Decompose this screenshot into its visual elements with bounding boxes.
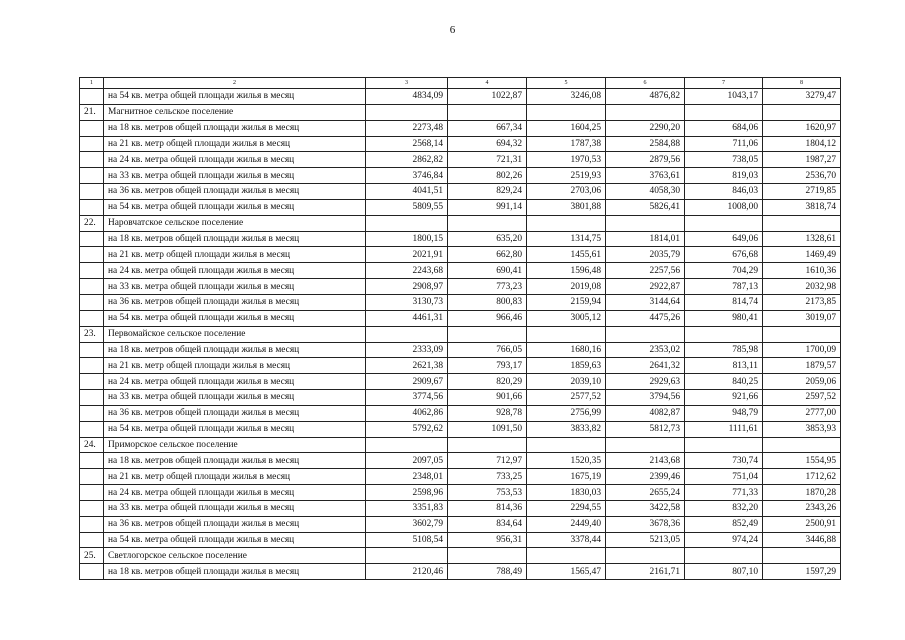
value-cell-col5: 2019,08	[527, 279, 606, 295]
row-index	[80, 516, 104, 532]
row-index	[80, 199, 104, 215]
value-cell-col3: 2021,91	[366, 247, 448, 263]
value-cell-col7: 1043,17	[685, 89, 763, 105]
area-description: на 54 кв. метра общей площади жилья в месяц	[104, 310, 366, 326]
value-cell-col7: 980,41	[685, 310, 763, 326]
value-cell-col4: 694,32	[448, 136, 527, 152]
row-index	[80, 152, 104, 168]
value-cell-col5: 2039,10	[527, 374, 606, 390]
table-row	[80, 168, 841, 184]
value-cell-col7: 974,24	[685, 532, 763, 548]
value-cell-col3: 2621,38	[366, 358, 448, 374]
value-cell-col7: 676,68	[685, 247, 763, 263]
value-cell-col4: 635,20	[448, 231, 527, 247]
value-cell-col6: 2290,20	[606, 120, 685, 136]
value-cell-col8: 1328,61	[763, 231, 841, 247]
value-cell-col8: 1469,49	[763, 247, 841, 263]
row-index	[80, 310, 104, 326]
value-cell-col7: 1008,00	[685, 199, 763, 215]
value-cell-col4	[448, 548, 527, 564]
value-cell-col5	[527, 215, 606, 231]
row-index	[80, 231, 104, 247]
value-cell-col7: 738,05	[685, 152, 763, 168]
value-cell-col4: 662,80	[448, 247, 527, 263]
value-cell-col8: 2777,00	[763, 405, 841, 421]
table-row	[80, 405, 841, 421]
value-cell-col8: 2500,91	[763, 516, 841, 532]
section-row	[80, 548, 841, 564]
value-cell-col5: 3005,12	[527, 310, 606, 326]
value-cell-col7: 832,20	[685, 500, 763, 516]
value-cell-col4: 712,97	[448, 453, 527, 469]
table-row	[80, 453, 841, 469]
value-cell-col7: 813,11	[685, 358, 763, 374]
value-cell-col8: 1879,57	[763, 358, 841, 374]
row-index	[80, 374, 104, 390]
value-cell-col6	[606, 104, 685, 120]
row-index	[80, 184, 104, 200]
value-cell-col4: 901,66	[448, 390, 527, 406]
area-description: на 36 кв. метров общей площади жилья в месяц	[104, 184, 366, 200]
value-cell-col4: 991,14	[448, 199, 527, 215]
value-cell-col5	[527, 326, 606, 342]
row-index	[80, 564, 104, 580]
value-cell-col6: 5213,05	[606, 532, 685, 548]
value-cell-col3: 4834,09	[366, 89, 448, 105]
table-row	[80, 89, 841, 105]
page-number: 6	[449, 24, 456, 36]
value-cell-col3: 3746,84	[366, 168, 448, 184]
row-index	[80, 453, 104, 469]
table-row	[80, 263, 841, 279]
value-cell-col4: 793,17	[448, 358, 527, 374]
value-cell-col6	[606, 437, 685, 453]
settlement-name: Наровчатское сельское поселение	[104, 215, 366, 231]
value-cell-col5: 1520,35	[527, 453, 606, 469]
value-cell-col7	[685, 326, 763, 342]
value-cell-col6: 3794,56	[606, 390, 685, 406]
value-cell-col6: 2641,32	[606, 358, 685, 374]
table-row	[80, 247, 841, 263]
value-cell-col6: 3422,58	[606, 500, 685, 516]
value-cell-col5: 2703,06	[527, 184, 606, 200]
value-cell-col3: 5108,54	[366, 532, 448, 548]
area-description: на 24 кв. метра общей площади жилья в месяц	[104, 152, 366, 168]
value-cell-col6: 5826,41	[606, 199, 685, 215]
row-index: 21.	[80, 104, 104, 120]
value-cell-col6: 4058,30	[606, 184, 685, 200]
value-cell-col5: 2449,40	[527, 516, 606, 532]
value-cell-col8: 2032,98	[763, 279, 841, 295]
value-cell-col5: 3246,08	[527, 89, 606, 105]
value-cell-col8: 2597,52	[763, 390, 841, 406]
value-cell-col6	[606, 326, 685, 342]
value-cell-col7: 814,74	[685, 294, 763, 310]
area-description: на 33 кв. метра общей площади жилья в месяц	[104, 168, 366, 184]
column-number-cell: 1	[80, 78, 104, 89]
value-cell-col3: 2273,48	[366, 120, 448, 136]
value-cell-col7: 684,06	[685, 120, 763, 136]
row-index	[80, 342, 104, 358]
area-description: на 18 кв. метров общей площади жилья в месяц	[104, 342, 366, 358]
area-description: на 18 кв. метров общей площади жилья в месяц	[104, 231, 366, 247]
area-description: на 54 кв. метра общей площади жилья в месяц	[104, 421, 366, 437]
value-cell-col3: 1800,15	[366, 231, 448, 247]
area-description: на 54 кв. метра общей площади жилья в месяц	[104, 199, 366, 215]
value-cell-col7: 787,13	[685, 279, 763, 295]
area-description: на 54 кв. метра общей площади жилья в месяц	[104, 89, 366, 105]
value-cell-col4: 721,31	[448, 152, 527, 168]
value-cell-col7: 704,29	[685, 263, 763, 279]
value-cell-col4: 667,34	[448, 120, 527, 136]
value-cell-col5: 3833,82	[527, 421, 606, 437]
value-cell-col6: 2399,46	[606, 469, 685, 485]
value-cell-col7: 730,74	[685, 453, 763, 469]
table-body	[80, 78, 841, 580]
value-cell-col7: 852,49	[685, 516, 763, 532]
value-cell-col6: 2143,68	[606, 453, 685, 469]
value-cell-col3: 3774,56	[366, 390, 448, 406]
row-index	[80, 89, 104, 105]
value-cell-col3: 5809,55	[366, 199, 448, 215]
section-row	[80, 104, 841, 120]
column-number-cell: 2	[104, 78, 366, 89]
row-index	[80, 247, 104, 263]
value-cell-col3: 2568,14	[366, 136, 448, 152]
value-cell-col7: 807,10	[685, 564, 763, 580]
value-cell-col8: 1597,29	[763, 564, 841, 580]
value-cell-col4: 834,64	[448, 516, 527, 532]
value-cell-col3	[366, 326, 448, 342]
value-cell-col3: 2333,09	[366, 342, 448, 358]
value-cell-col3	[366, 104, 448, 120]
table-row	[80, 279, 841, 295]
value-cell-col6: 3144,64	[606, 294, 685, 310]
value-cell-col5	[527, 548, 606, 564]
value-cell-col5	[527, 104, 606, 120]
value-cell-col6: 3763,61	[606, 168, 685, 184]
value-cell-col5: 2294,55	[527, 500, 606, 516]
value-cell-col7	[685, 215, 763, 231]
settlement-name: Магнитное сельское поселение	[104, 104, 366, 120]
settlement-name: Первомайское сельское поселение	[104, 326, 366, 342]
value-cell-col5: 2519,93	[527, 168, 606, 184]
value-cell-col6: 1814,01	[606, 231, 685, 247]
table-row	[80, 374, 841, 390]
row-index	[80, 263, 104, 279]
value-cell-col5: 3801,88	[527, 199, 606, 215]
value-cell-col4: 1091,50	[448, 421, 527, 437]
value-cell-col3	[366, 548, 448, 564]
value-cell-col5: 2577,52	[527, 390, 606, 406]
value-cell-col6: 2922,87	[606, 279, 685, 295]
table-row	[80, 342, 841, 358]
value-cell-col7	[685, 104, 763, 120]
value-cell-col7: 819,03	[685, 168, 763, 184]
value-cell-col5	[527, 437, 606, 453]
value-cell-col8	[763, 437, 841, 453]
value-cell-col6: 3678,36	[606, 516, 685, 532]
value-cell-col6: 5812,73	[606, 421, 685, 437]
row-index: 22.	[80, 215, 104, 231]
value-cell-col3: 5792,62	[366, 421, 448, 437]
column-number-row	[80, 78, 841, 89]
area-description: на 36 кв. метров общей площади жилья в месяц	[104, 294, 366, 310]
area-description: на 21 кв. метр общей площади жилья в месяц	[104, 136, 366, 152]
row-index	[80, 279, 104, 295]
table-row	[80, 294, 841, 310]
table-row	[80, 184, 841, 200]
value-cell-col5: 1604,25	[527, 120, 606, 136]
value-cell-col8: 2173,85	[763, 294, 841, 310]
value-cell-col8: 3853,93	[763, 421, 841, 437]
value-cell-col6: 4475,26	[606, 310, 685, 326]
column-number-cell: 5	[527, 78, 606, 89]
column-number-cell: 8	[763, 78, 841, 89]
value-cell-col4: 773,23	[448, 279, 527, 295]
settlement-name: Приморское сельское поселение	[104, 437, 366, 453]
value-cell-col5: 2159,94	[527, 294, 606, 310]
value-cell-col3: 4041,51	[366, 184, 448, 200]
value-cell-col3	[366, 215, 448, 231]
value-cell-col3: 4461,31	[366, 310, 448, 326]
area-description: на 21 кв. метр общей площади жилья в месяц	[104, 247, 366, 263]
value-cell-col7: 948,79	[685, 405, 763, 421]
value-cell-col3: 2120,46	[366, 564, 448, 580]
value-cell-col5: 1455,61	[527, 247, 606, 263]
table-row	[80, 231, 841, 247]
row-index	[80, 469, 104, 485]
value-cell-col3: 2908,97	[366, 279, 448, 295]
value-cell-col4	[448, 326, 527, 342]
value-cell-col4: 766,05	[448, 342, 527, 358]
value-cell-col8: 2059,06	[763, 374, 841, 390]
value-cell-col4: 829,24	[448, 184, 527, 200]
column-number-cell: 6	[606, 78, 685, 89]
section-row	[80, 326, 841, 342]
area-description: на 24 кв. метра общей площади жилья в месяц	[104, 263, 366, 279]
value-cell-col8	[763, 326, 841, 342]
value-cell-col7: 751,04	[685, 469, 763, 485]
value-cell-col4: 956,31	[448, 532, 527, 548]
table-row	[80, 120, 841, 136]
tariff-table	[79, 77, 841, 580]
row-index	[80, 532, 104, 548]
value-cell-col4: 690,41	[448, 263, 527, 279]
value-cell-col4	[448, 437, 527, 453]
column-number-cell: 4	[448, 78, 527, 89]
value-cell-col5: 3378,44	[527, 532, 606, 548]
value-cell-col7: 840,25	[685, 374, 763, 390]
section-row	[80, 437, 841, 453]
value-cell-col6	[606, 215, 685, 231]
value-cell-col8	[763, 104, 841, 120]
value-cell-col8: 1712,62	[763, 469, 841, 485]
value-cell-col4: 800,83	[448, 294, 527, 310]
value-cell-col8	[763, 548, 841, 564]
value-cell-col8: 2343,26	[763, 500, 841, 516]
row-index	[80, 168, 104, 184]
value-cell-col8: 3019,07	[763, 310, 841, 326]
value-cell-col5: 1859,63	[527, 358, 606, 374]
area-description: на 21 кв. метр общей площади жилья в месяц	[104, 469, 366, 485]
area-description: на 36 кв. метров общей площади жилья в месяц	[104, 405, 366, 421]
area-description: на 18 кв. метров общей площади жилья в месяц	[104, 564, 366, 580]
value-cell-col3: 3130,73	[366, 294, 448, 310]
area-description: на 24 кв. метра общей площади жилья в месяц	[104, 374, 366, 390]
table-row	[80, 469, 841, 485]
value-cell-col6: 2353,02	[606, 342, 685, 358]
area-description: на 33 кв. метра общей площади жилья в месяц	[104, 279, 366, 295]
area-description: на 33 кв. метра общей площади жилья в месяц	[104, 390, 366, 406]
value-cell-col3: 3602,79	[366, 516, 448, 532]
value-cell-col7	[685, 548, 763, 564]
value-cell-col4	[448, 104, 527, 120]
value-cell-col5: 1970,53	[527, 152, 606, 168]
value-cell-col8: 1620,97	[763, 120, 841, 136]
value-cell-col4: 814,36	[448, 500, 527, 516]
value-cell-col8: 2536,70	[763, 168, 841, 184]
row-index: 24.	[80, 437, 104, 453]
value-cell-col5: 1596,48	[527, 263, 606, 279]
value-cell-col3: 2598,96	[366, 485, 448, 501]
value-cell-col5: 1830,03	[527, 485, 606, 501]
value-cell-col8	[763, 215, 841, 231]
value-cell-col3: 2862,82	[366, 152, 448, 168]
row-index	[80, 358, 104, 374]
value-cell-col5: 1787,38	[527, 136, 606, 152]
value-cell-col6: 2257,56	[606, 263, 685, 279]
row-index: 25.	[80, 548, 104, 564]
area-description: на 21 кв. метр общей площади жилья в месяц	[104, 358, 366, 374]
table-row	[80, 310, 841, 326]
value-cell-col3: 2348,01	[366, 469, 448, 485]
row-index	[80, 500, 104, 516]
value-cell-col6: 2035,79	[606, 247, 685, 263]
table-row	[80, 500, 841, 516]
value-cell-col7: 649,06	[685, 231, 763, 247]
value-cell-col8: 1610,36	[763, 263, 841, 279]
value-cell-col5: 1680,16	[527, 342, 606, 358]
table-row	[80, 532, 841, 548]
value-cell-col6: 2879,56	[606, 152, 685, 168]
table-row	[80, 358, 841, 374]
value-cell-col7: 1111,61	[685, 421, 763, 437]
value-cell-col8: 3818,74	[763, 199, 841, 215]
value-cell-col4: 928,78	[448, 405, 527, 421]
row-index	[80, 294, 104, 310]
value-cell-col8: 1804,12	[763, 136, 841, 152]
value-cell-col6: 2929,63	[606, 374, 685, 390]
row-index	[80, 136, 104, 152]
table-row	[80, 421, 841, 437]
value-cell-col7	[685, 437, 763, 453]
value-cell-col3: 4062,86	[366, 405, 448, 421]
table-row	[80, 564, 841, 580]
value-cell-col5: 1314,75	[527, 231, 606, 247]
area-description: на 54 кв. метра общей площади жилья в месяц	[104, 532, 366, 548]
table-row	[80, 485, 841, 501]
value-cell-col8: 1870,28	[763, 485, 841, 501]
value-cell-col6: 2584,88	[606, 136, 685, 152]
value-cell-col5: 2756,99	[527, 405, 606, 421]
table-row	[80, 136, 841, 152]
row-index	[80, 120, 104, 136]
column-number-cell: 7	[685, 78, 763, 89]
table-row	[80, 152, 841, 168]
value-cell-col4	[448, 215, 527, 231]
value-cell-col8: 3446,88	[763, 532, 841, 548]
value-cell-col5: 1565,47	[527, 564, 606, 580]
value-cell-col7: 846,03	[685, 184, 763, 200]
table-row	[80, 516, 841, 532]
value-cell-col3: 3351,83	[366, 500, 448, 516]
value-cell-col5: 1675,19	[527, 469, 606, 485]
value-cell-col3: 2243,68	[366, 263, 448, 279]
value-cell-col6: 4082,87	[606, 405, 685, 421]
value-cell-col4: 966,46	[448, 310, 527, 326]
row-index: 23.	[80, 326, 104, 342]
value-cell-col7: 785,98	[685, 342, 763, 358]
value-cell-col8: 2719,85	[763, 184, 841, 200]
area-description: на 18 кв. метров общей площади жилья в месяц	[104, 120, 366, 136]
value-cell-col4: 788,49	[448, 564, 527, 580]
area-description: на 36 кв. метров общей площади жилья в месяц	[104, 516, 366, 532]
value-cell-col6: 2655,24	[606, 485, 685, 501]
area-description: на 18 кв. метров общей площади жилья в месяц	[104, 453, 366, 469]
section-row	[80, 215, 841, 231]
area-description: на 33 кв. метра общей площади жилья в месяц	[104, 500, 366, 516]
value-cell-col8: 3279,47	[763, 89, 841, 105]
value-cell-col3: 2097,05	[366, 453, 448, 469]
value-cell-col4: 753,53	[448, 485, 527, 501]
value-cell-col4: 820,29	[448, 374, 527, 390]
value-cell-col6: 4876,82	[606, 89, 685, 105]
area-description: на 24 кв. метра общей площади жилья в месяц	[104, 485, 366, 501]
value-cell-col3: 2909,67	[366, 374, 448, 390]
row-index	[80, 421, 104, 437]
value-cell-col4: 802,26	[448, 168, 527, 184]
value-cell-col4: 1022,87	[448, 89, 527, 105]
column-number-cell: 3	[366, 78, 448, 89]
table-row	[80, 199, 841, 215]
value-cell-col7: 711,06	[685, 136, 763, 152]
value-cell-col7: 771,33	[685, 485, 763, 501]
settlement-name: Светлогорское сельское поселение	[104, 548, 366, 564]
row-index	[80, 485, 104, 501]
value-cell-col8: 1987,27	[763, 152, 841, 168]
value-cell-col7: 921,66	[685, 390, 763, 406]
value-cell-col4: 733,25	[448, 469, 527, 485]
value-cell-col6	[606, 548, 685, 564]
value-cell-col8: 1700,09	[763, 342, 841, 358]
row-index	[80, 390, 104, 406]
value-cell-col6: 2161,71	[606, 564, 685, 580]
value-cell-col8: 1554,95	[763, 453, 841, 469]
value-cell-col3	[366, 437, 448, 453]
row-index	[80, 405, 104, 421]
table-row	[80, 390, 841, 406]
